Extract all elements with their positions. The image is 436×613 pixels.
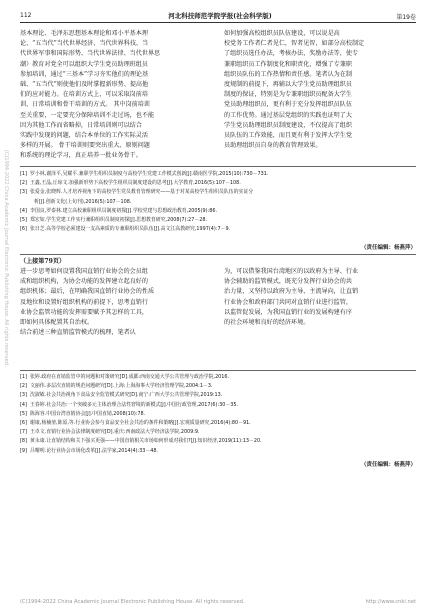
- text-line: 参加培训，通过“三基本”学习夯实他们的理论基: [20, 70, 149, 78]
- reference-item: [20, 188, 416, 197]
- reference-text: 王卓文.直销行业协会法律制度研究[D].重庆:西南政法大学经济法学院,2009:9.: [30, 429, 200, 436]
- reference-item: [20, 447, 416, 456]
- reference-code: [4]: [20, 207, 27, 214]
- cnki-url[interactable]: http://www.cnki.net: [365, 599, 416, 605]
- reference-text: 李国良,罗泰林.建立高校兼职组织员制度初探[J].学校党建与思想政治教育,2005(9):86.: [30, 207, 217, 214]
- reference-text: 文丽伟.多层次直销的规范问题研究[D].上海:上海海事大学经济管理学院,2004:1－3.: [30, 383, 213, 390]
- text-line: 员助理组织员自身的教育管理效果。: [224, 142, 322, 150]
- reference-code: [8]: [20, 438, 27, 445]
- text-line: 党员助理组织员，更有利于充分发挥组织员队伍: [224, 101, 352, 109]
- reference-item: [20, 401, 416, 410]
- reference-item: [20, 391, 416, 400]
- text-line: 及地位和设置好组织机构的前提下，思考直销行: [20, 298, 148, 306]
- reference-text: 陈海容.中国台湾直销协会[J].中国直销,2008(10):78.: [30, 410, 146, 417]
- text-line: 组织员队伍的工作热情和责任感。笔者认为在制: [224, 70, 352, 78]
- text-line: 论、“五当代”当代世界经济、当代世界科技、当: [20, 40, 149, 48]
- text-line: 业协会监管功能的发挥需要赋予其怎样的工具，: [20, 308, 148, 316]
- mid-left-column: [20, 267, 210, 338]
- text-line: 行业协会和政府部门共同对直销行业进行监管，: [224, 298, 352, 306]
- text-line: 和系统的理论学习，真正培养一批业务骨干。: [20, 152, 142, 160]
- reference-text: 郑宏如.学生党建工作实行兼职组织员制度初探[J].思想教育研究,2008(7):27－28.: [30, 216, 207, 223]
- reference-code: [5]: [20, 216, 27, 223]
- page-number: 112: [20, 12, 32, 19]
- reference-text: 谢康,杨楠堃,陈原,等.行业协会参与食品安全社会共治的条件和策略[J].宏观质量研究,2016(4):80－91.: [30, 419, 251, 426]
- reference-text: 罗小林,谢泽平,吴耀平.兼职学生组织员制度与高校学生党建工作模式创新[J].赣南医学院,2015(10):730－731.: [30, 171, 269, 177]
- reference-text: 张爱金,张晓辉.人才培养视角下的高校学生党员教育管理研究——基于对某高校学生组织员队伍的实证分: [30, 189, 254, 196]
- text-line: 实践中发现的问题，结合本单位的工作实际灵活: [20, 131, 148, 139]
- copyright-text: (C)1994-2022 China Academic Journal Electronic Publishing House. All rights reserved.: [20, 599, 245, 605]
- journal-title: 河北科技师范学院学报(社会科学版): [168, 12, 272, 20]
- text-line: 代世界军事和国际形势、当代世界法律、当代世界思: [20, 50, 161, 58]
- text-line: 的工作优势。通过基层党组织的实践也证明了大: [224, 111, 352, 119]
- reference-code: [3]: [20, 189, 27, 196]
- text-line: 训、日常培训和骨干培训的方式。 其中岗前培训: [20, 101, 150, 109]
- top-right-column: [224, 29, 416, 151]
- text-line: 兼职组织员工作制度化和职责化，增强了专兼职: [224, 60, 352, 68]
- reference-code: [6]: [20, 419, 27, 426]
- text-line: 以监管促发展，为我国直销行业的发展构建有序: [224, 308, 352, 316]
- text-line: 成和组织机构，为协会功能的发挥建立起良好的: [20, 278, 148, 286]
- responsible-editor-2: （责任编辑：杨燕萍）: [360, 462, 416, 468]
- text-line: 至关重要，一定要充分保障培训不走过场，也不能: [20, 111, 155, 119]
- references-rule: [20, 166, 416, 167]
- reference-code: [7]: [20, 429, 27, 436]
- reference-text: 张婷.政府在直销监管中的问题和对策研究[D].成都:西南交通大学公共管理与政治学院,2016.: [30, 374, 230, 380]
- reference-text: 黄永康.让直销结构和关下强买更强——中国直销相关市场如何形成对我们?[J].知识经济,2019(11):13－20.: [30, 438, 262, 445]
- reference-continuation: 析[J].创新文化(上旬刊),2016(5):107－108.: [34, 198, 132, 205]
- text-line: 为，可以借鉴我国台湾地区的以政府为主导、行业: [224, 268, 359, 275]
- reference-code: [5]: [20, 410, 27, 417]
- text-line: 如何加强高校组织员队伍建设，可以说是高: [224, 30, 340, 37]
- text-line: 治力量，又坚持以政府为主导、主流导向，让直销: [224, 288, 359, 296]
- continued-note: （上接第79页）: [20, 258, 66, 265]
- text-line: 制度的保证，特别是为专兼职组织员配备大学生: [224, 91, 352, 99]
- text-line: 组织机体；最后，在明确我国直销行业协会的性质: [20, 288, 155, 296]
- references-rule-2: [20, 370, 416, 371]
- references-list-2: [20, 373, 416, 456]
- reference-item: [20, 428, 416, 437]
- reference-item: [20, 382, 416, 391]
- reference-code: [3]: [20, 392, 27, 399]
- reference-item: [20, 216, 416, 225]
- reference-text: 张日芝.高等学校必须建设一支高素质的专兼职组织员队伍[J].高文江高教研究,1997(4):7－9.: [30, 226, 231, 233]
- volume-label: 第19卷: [396, 14, 416, 21]
- reference-text: 沈淑敏.社会共治视角下食品安全监管模式研究[D].南宁:广西大学公共管理学院,2019:13.: [30, 392, 223, 399]
- text-line: 学生党员助理组织员制度建设，不仅提高了组织: [224, 121, 352, 129]
- text-line: 基本理论、毛泽东思想基本理论和邓小平基本理: [20, 30, 148, 37]
- reference-code: [4]: [20, 401, 27, 408]
- responsible-editor-1: （责任编辑：杨燕萍）: [360, 245, 416, 251]
- reference-code: [2]: [20, 383, 27, 390]
- text-line: 度规制的前提下，再辅以大学生党员助理组织员: [224, 80, 352, 88]
- reference-code: [2]: [20, 180, 27, 187]
- reference-item: [20, 179, 416, 188]
- text-line: 员队伍的工作效能，而且更有利于发挥大学生党: [224, 131, 352, 139]
- text-line: 础、“五当代”则使他们及时掌握新形势、提高他: [20, 80, 149, 88]
- reference-code: [1]: [20, 374, 27, 380]
- mid-right-column: [224, 267, 416, 328]
- reference-item: [20, 410, 416, 419]
- reference-text: 王春婷.社会共治:一个突破多元主体治理合法性窘境的新模式[J].中国行政管理,2017(6):30－35.: [30, 401, 238, 408]
- references-list-1: [20, 170, 416, 234]
- reference-code: [1]: [20, 171, 27, 177]
- reference-item: [20, 170, 416, 179]
- header-rule: [20, 22, 416, 23]
- reference-code: [6]: [20, 226, 27, 233]
- text-line: 多样的开展。 骨干培训则要突出重大、原则问题: [20, 142, 150, 150]
- section-rule: [20, 254, 416, 255]
- text-line: 们的应对能力。在培训方式上，可以采取岗前培: [20, 91, 148, 99]
- text-line: 即如何具体配置其自治权。: [20, 318, 94, 326]
- text-line: 因为其他工作而省略掉，日常培训则可以结合: [20, 121, 142, 129]
- reference-code: [9]: [20, 447, 27, 454]
- text-line: 协会辅助的监管模式，既充分发挥行业协会的共: [224, 278, 352, 286]
- side-watermark: (C)1994-2022 China Academic Journal Electronic Publishing House. All rights reserved.: [3, 150, 9, 367]
- reference-text: 吕曙明.论行业协会市场化改革[J].法学家,2014(4):33－48.: [30, 447, 159, 454]
- reference-item: [20, 437, 416, 446]
- reference-item: [20, 207, 416, 216]
- text-line: 潮）教育对党全可以组织大学生党员助理班组员: [20, 60, 148, 68]
- text-line: 结合前述三种直销监管模式的梳理，笔者认: [20, 329, 136, 337]
- reference-text: 王鑫,王晶,丘琼文.加强新形势下高校学生组织员制度建设的思考[J].大学教育,2016(5):107－108.: [30, 180, 241, 187]
- text-line: 进一步思考如何设置我国直销行业协会的会员组: [20, 268, 148, 275]
- reference-item: [20, 419, 416, 428]
- text-line: 了组织员选任办法，考核办法、奖励办法等，使专: [224, 50, 359, 58]
- reference-item: [20, 373, 416, 382]
- top-left-column: [20, 29, 210, 161]
- text-line: 的社会环境和良好的经济环境。: [224, 318, 310, 326]
- reference-item: [20, 225, 416, 234]
- text-line: 校党务工作者仁者见仁，智者见智，如部分高校制定: [224, 40, 365, 48]
